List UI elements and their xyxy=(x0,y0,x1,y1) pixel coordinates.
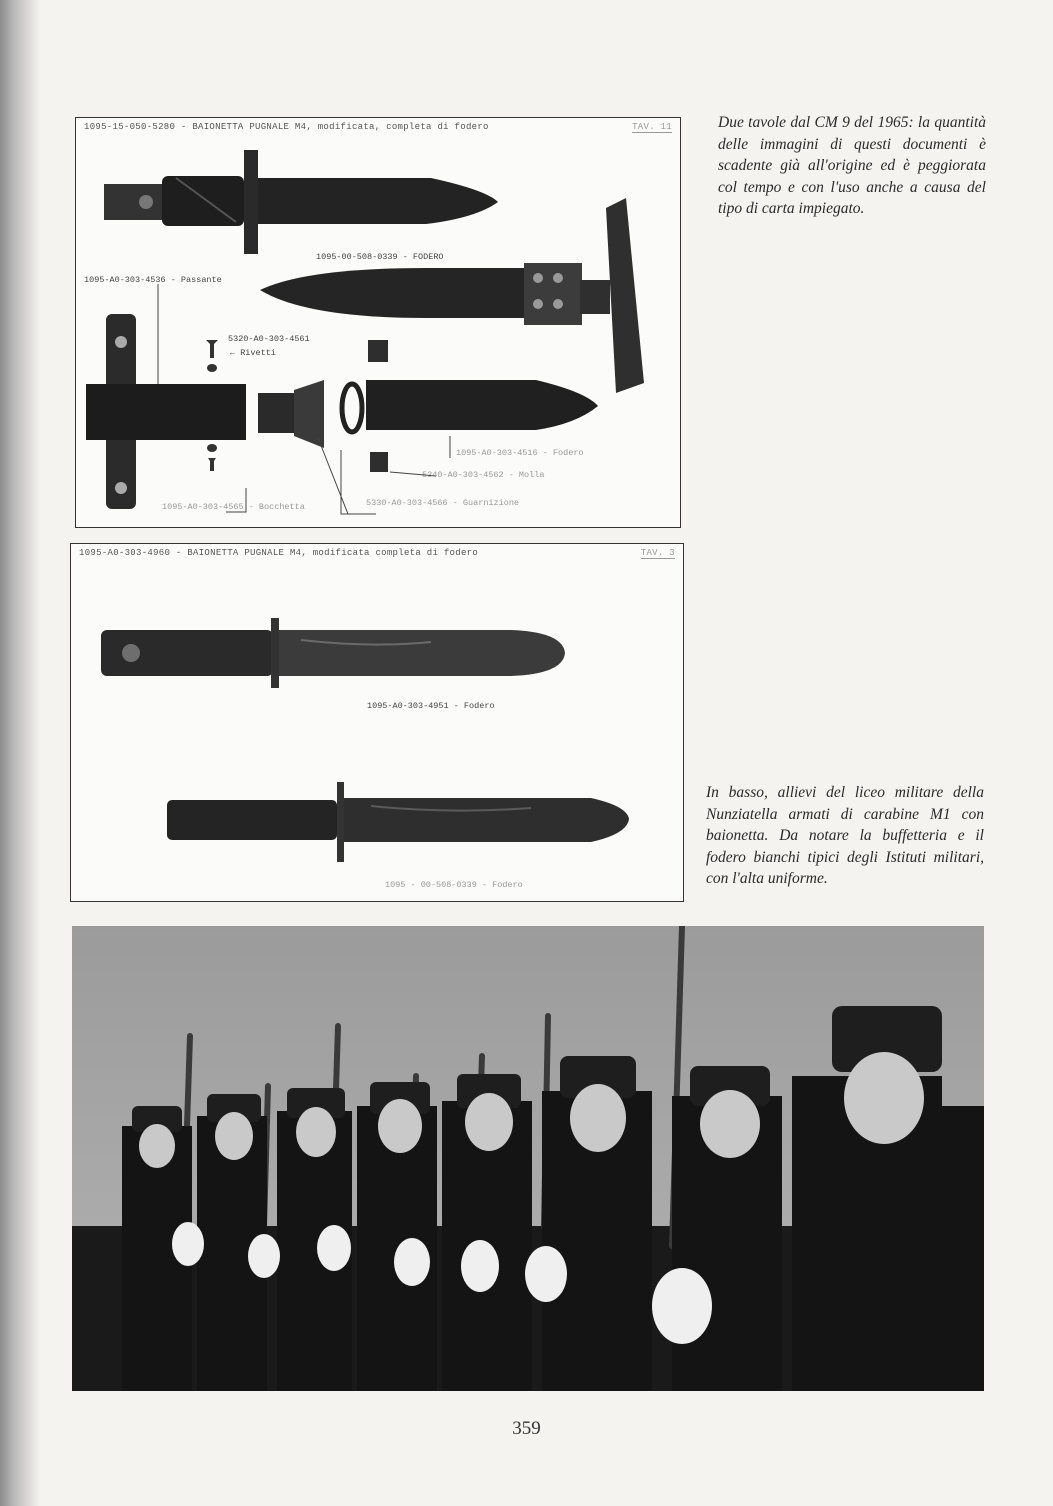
sheathed-bayonet-photo-1 xyxy=(101,618,565,688)
plate-title: 1095-A0-303-4960 - BAIONETTA PUGNALE M4, modificata completa di fodero xyxy=(79,548,479,558)
caption-plates: Due tavole dal CM 9 del 1965: la quantità delle immagini di questi documenti è scadente già all'origine ed è peggiorata col tempo e con l'uso anche a causa del tipo di carta impiegato. xyxy=(718,114,986,217)
label-fodero: 1095-A0-303-4951 - Fodero xyxy=(367,701,495,711)
bayonet-parts-drawing xyxy=(76,118,680,527)
label-guarnizione: 5330-A0-303-4566 - Guarnizione xyxy=(366,498,520,508)
bayonet-complete-illustration xyxy=(104,150,498,254)
plate-number: TAV. 11 xyxy=(632,122,672,132)
throat-illustration xyxy=(258,380,362,448)
label-bocchetta: 1095-A0-303-4565 - Bocchetta xyxy=(162,502,305,512)
cadets-photo-illustration xyxy=(72,926,984,1391)
sheath-photos xyxy=(71,544,683,901)
label-fodero: 1095-00-508-0339 - FODERO xyxy=(316,252,444,262)
plate-number: TAV. 3 xyxy=(640,548,675,558)
bayonet-sheath-plate xyxy=(70,543,684,902)
page-number: 359 xyxy=(512,1418,541,1439)
belt-loop-illustration xyxy=(86,314,246,509)
label-fodero-part: 1095-A0-303-4516 - Fodero xyxy=(456,448,584,458)
label-rivetti-code: 5320-A0-303-4561 xyxy=(228,334,310,344)
caption-photo: In basso, allievi del liceo militare della Nunziatella armati di carabine M1 con baionetta. Da notare la buffetteria e il fodero bianchi tipici degli Istituti militari, con l'alta uniforme. xyxy=(706,784,984,887)
bayonet-parts-plate xyxy=(75,117,681,528)
label-molla: 5340-A0-303-4562 - Molla xyxy=(422,470,545,480)
plate-title: 1095-15-050-5280 - BAIONETTA PUGNALE M4, modificata, completa di fodero xyxy=(84,122,489,132)
nunziatella-cadets-photo xyxy=(72,926,984,1391)
label-fodero-bottom: 1095 - 00-508-0339 - Fodero xyxy=(385,880,523,890)
label-rivetti-text: Rivetti xyxy=(240,348,276,358)
book-gutter-shadow xyxy=(0,0,40,1506)
label-passante: 1095-A0-303-4536 - Passante xyxy=(84,275,222,285)
scabbard-illustration xyxy=(260,198,644,393)
label-rivetti: ← Rivetti xyxy=(230,348,276,358)
sheathed-bayonet-photo-2 xyxy=(167,782,629,862)
